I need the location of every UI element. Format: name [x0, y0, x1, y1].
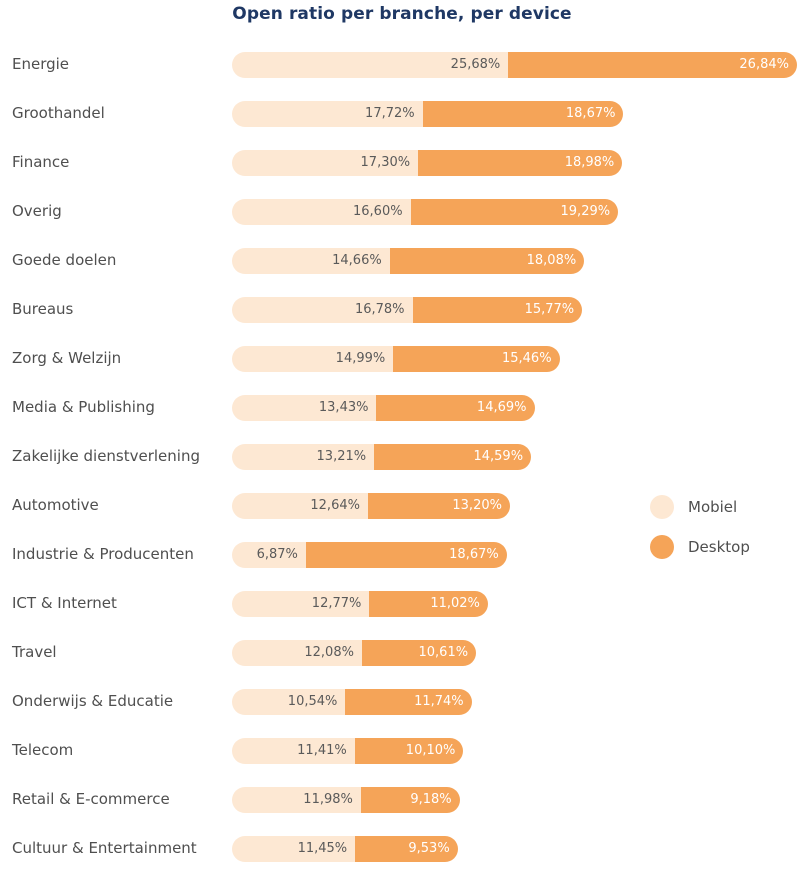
category-label: Onderwijs & Educatie: [12, 692, 174, 710]
bar-value-mobiel: 14,99%: [335, 351, 386, 366]
bar-value-mobiel: 12,77%: [311, 596, 362, 611]
bar-area: [232, 591, 804, 617]
bar-value-mobiel: 10,54%: [287, 694, 338, 709]
bar-segment-desktop: [376, 395, 534, 421]
bar-area: [232, 689, 804, 715]
bar-value-mobiel: 11,98%: [303, 792, 353, 807]
bar-value-mobiel: 16,78%: [354, 302, 405, 317]
chart-row: [0, 44, 804, 93]
chart-row: [0, 828, 804, 877]
chart-row: [0, 338, 804, 387]
bar-value-desktop: 9,53%: [408, 841, 450, 856]
legend-label: Desktop: [688, 538, 750, 556]
chart-row: [0, 436, 804, 485]
chart-row: [0, 93, 804, 142]
chart-row: [0, 289, 804, 338]
bar-value-desktop: 10,61%: [418, 645, 469, 660]
bar-value-mobiel: 16,60%: [353, 204, 403, 219]
category-label: Travel: [12, 643, 57, 661]
category-label: Automotive: [12, 496, 99, 514]
bar-value-mobiel: 6,87%: [256, 547, 298, 562]
bar-value-mobiel: 17,30%: [360, 155, 411, 170]
bar-value-desktop: 11,74%: [414, 694, 464, 709]
chart-row: [0, 730, 804, 779]
bar-segment-desktop: [362, 640, 476, 666]
bar-segment-mobiel: [232, 297, 413, 323]
category-label: Energie: [12, 55, 70, 73]
category-label: Media & Publishing: [12, 398, 155, 416]
bar-segment-mobiel: [232, 640, 362, 666]
bar-value-desktop: 13,20%: [452, 498, 502, 513]
category-label: Goede doelen: [12, 251, 117, 269]
bar-value-desktop: 18,67%: [449, 547, 499, 562]
bar-area: [232, 444, 804, 470]
bar-segment-mobiel: [232, 444, 374, 470]
bar-segment-mobiel: [232, 150, 418, 176]
bar-value-desktop: 18,08%: [526, 253, 577, 268]
category-label: Finance: [12, 153, 70, 171]
bar-value-mobiel: 13,43%: [318, 400, 369, 415]
category-label: Bureaus: [12, 300, 74, 318]
bar-value-desktop: 18,98%: [564, 155, 615, 170]
bar-area: [232, 52, 804, 78]
bar-value-mobiel: 11,41%: [297, 743, 347, 758]
bar-area: [232, 297, 804, 323]
chart-row: [0, 240, 804, 289]
chart-row: [0, 632, 804, 681]
bar-segment-desktop: [390, 248, 585, 274]
category-label: Cultuur & Entertainment: [12, 839, 197, 857]
bar-value-desktop: 9,18%: [410, 792, 452, 807]
chart-row: [0, 779, 804, 828]
bar-segment-desktop: [423, 101, 624, 127]
bar-value-desktop: 14,59%: [473, 449, 524, 464]
legend-item-desktop[interactable]: [650, 527, 750, 567]
bar-segment-desktop: [306, 542, 507, 568]
bar-area: [232, 101, 804, 127]
bar-value-mobiel: 25,68%: [450, 57, 501, 72]
bar-value-desktop: 26,84%: [739, 57, 789, 72]
bar-value-mobiel: 13,21%: [316, 449, 367, 464]
bar-segment-desktop: [411, 199, 619, 225]
bar-value-mobiel: 12,64%: [310, 498, 360, 513]
bar-segment-mobiel: [232, 395, 376, 421]
legend-swatch-icon: [650, 495, 674, 519]
chart-row: [0, 681, 804, 730]
bar-area: [232, 346, 804, 372]
chart-rows: [0, 44, 804, 877]
bar-value-desktop: 14,69%: [476, 400, 527, 415]
bar-segment-desktop: [355, 836, 458, 862]
bar-area: [232, 248, 804, 274]
bar-value-mobiel: 12,08%: [304, 645, 354, 660]
category-label: Industrie & Producenten: [12, 545, 194, 563]
legend-item-mobiel[interactable]: [650, 487, 750, 527]
bar-segment-desktop: [361, 787, 460, 813]
legend-swatch-icon: [650, 535, 674, 559]
legend-label: Mobiel: [688, 498, 738, 516]
bar-segment-mobiel: [232, 591, 369, 617]
bar-segment-desktop: [369, 591, 488, 617]
bar-segment-mobiel: [232, 787, 361, 813]
chart-row: [0, 142, 804, 191]
bar-segment-desktop: [345, 689, 471, 715]
bar-area: [232, 738, 804, 764]
bar-area: [232, 787, 804, 813]
bar-value-mobiel: 11,45%: [297, 841, 348, 856]
bar-segment-desktop: [368, 493, 510, 519]
bar-segment-mobiel: [232, 689, 345, 715]
bar-value-mobiel: 17,72%: [365, 106, 415, 121]
bar-area: [232, 199, 804, 225]
category-label: Telecom: [12, 741, 74, 759]
bar-value-desktop: 10,10%: [405, 743, 456, 758]
category-label: Groothandel: [12, 104, 105, 122]
bar-value-desktop: 19,29%: [560, 204, 611, 219]
category-label: Zakelijke dienstverlening: [12, 447, 200, 465]
bar-area: [232, 836, 804, 862]
bar-segment-mobiel: [232, 836, 355, 862]
bar-segment-desktop: [393, 346, 559, 372]
bar-segment-desktop: [418, 150, 622, 176]
chart-title: Open ratio per branche, per device: [232, 4, 572, 24]
bar-value-desktop: 15,46%: [501, 351, 552, 366]
bar-value-desktop: 18,67%: [565, 106, 616, 121]
bar-segment-desktop: [413, 297, 583, 323]
bar-segment-mobiel: [232, 52, 508, 78]
bar-area: [232, 640, 804, 666]
bar-value-desktop: 15,77%: [524, 302, 575, 317]
bar-segment-mobiel: [232, 248, 390, 274]
category-label: Overig: [12, 202, 62, 220]
chart-row: [0, 583, 804, 632]
chart-legend: [650, 487, 750, 567]
bar-segment-desktop: [508, 52, 797, 78]
bar-segment-mobiel: [232, 346, 393, 372]
bar-area: [232, 150, 804, 176]
bar-segment-mobiel: [232, 493, 368, 519]
bar-segment-mobiel: [232, 101, 423, 127]
bar-segment-mobiel: [232, 542, 306, 568]
bar-value-mobiel: 14,66%: [332, 253, 382, 268]
bar-value-desktop: 11,02%: [430, 596, 480, 611]
bar-segment-mobiel: [232, 738, 355, 764]
bar-segment-desktop: [374, 444, 531, 470]
chart-row: [0, 387, 804, 436]
category-label: Retail & E-commerce: [12, 790, 170, 808]
bar-segment-desktop: [355, 738, 464, 764]
bar-area: [232, 395, 804, 421]
chart-row: [0, 191, 804, 240]
bar-segment-mobiel: [232, 199, 411, 225]
category-label: Zorg & Welzijn: [12, 349, 122, 367]
category-label: ICT & Internet: [12, 594, 117, 612]
